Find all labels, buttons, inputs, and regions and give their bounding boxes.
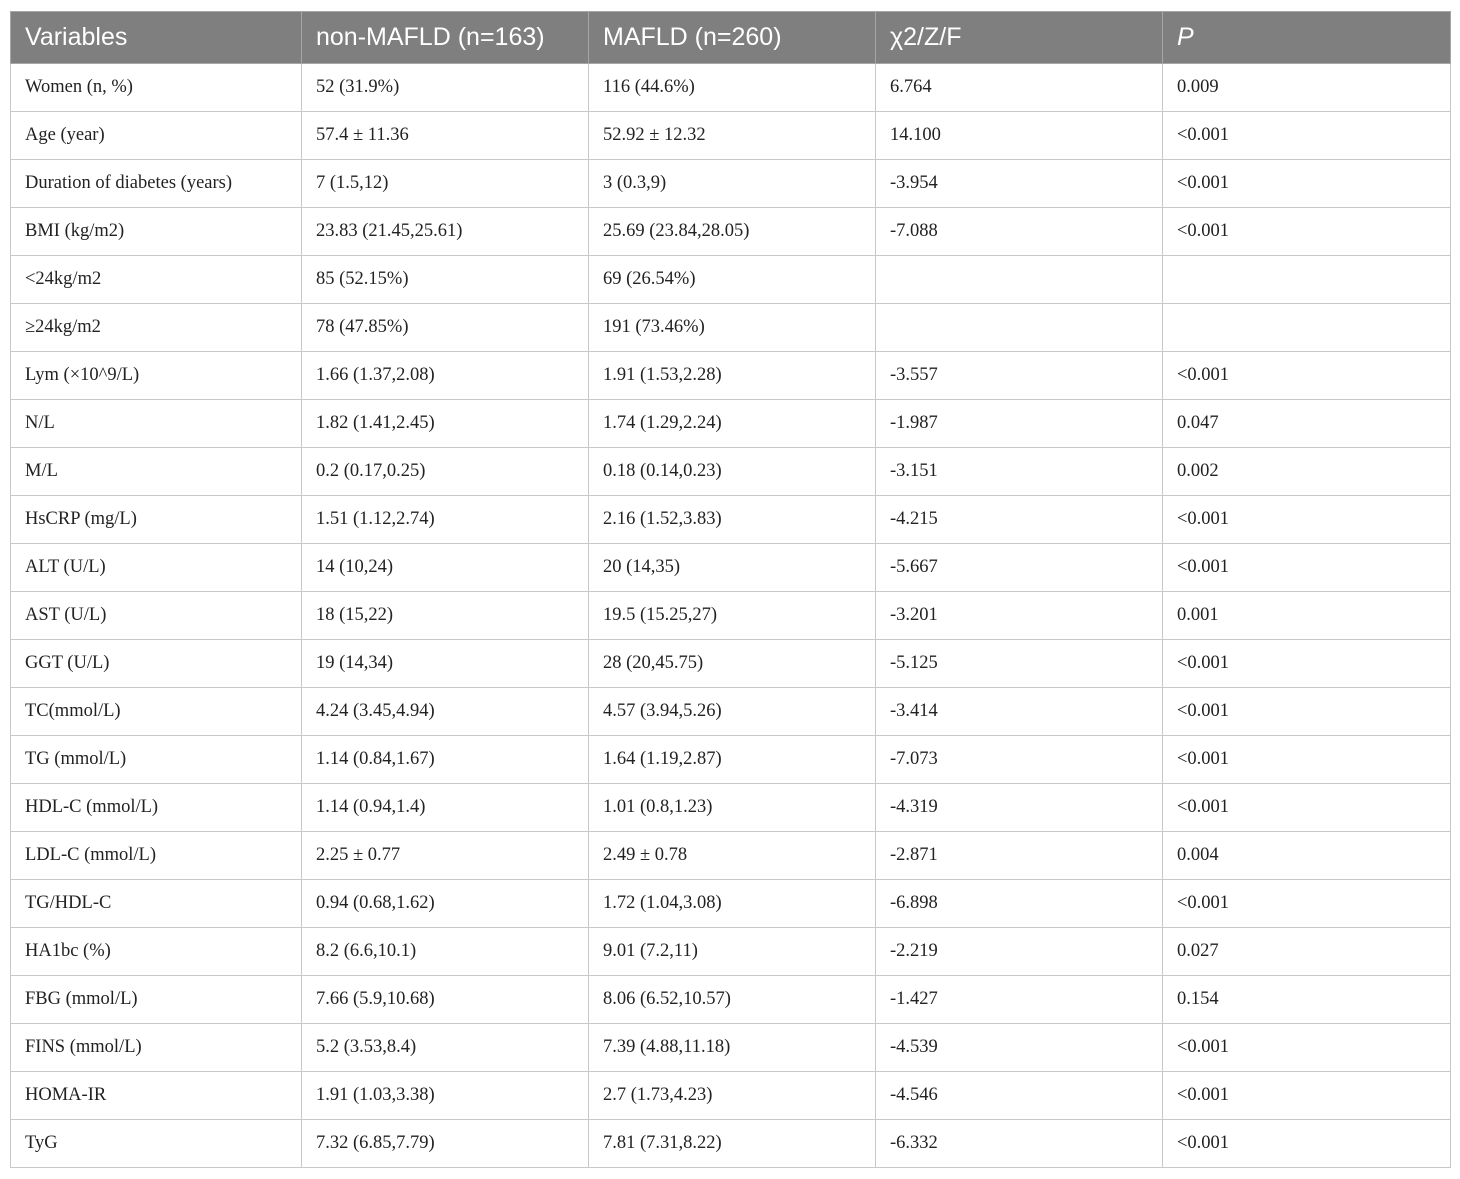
table-row	[11, 688, 1451, 736]
header-p-value: P	[1163, 12, 1451, 64]
cell-statistic: -4.319	[876, 784, 1163, 832]
table-row	[11, 160, 1451, 208]
cell-variable: Women (n, %)	[11, 64, 302, 112]
cell-p-value: <0.001	[1163, 496, 1451, 544]
cell-p-value: 0.027	[1163, 928, 1451, 976]
cell-mafld: 2.49 ± 0.78	[589, 832, 876, 880]
cell-variable: TyG	[11, 1120, 302, 1168]
cell-non-mafld: 85 (52.15%)	[302, 256, 589, 304]
cell-p-value: <0.001	[1163, 880, 1451, 928]
cell-non-mafld: 7.66 (5.9,10.68)	[302, 976, 589, 1024]
cell-non-mafld: 1.14 (0.84,1.67)	[302, 736, 589, 784]
table-header	[11, 12, 1451, 64]
cell-variable: Lym (×10^9/L)	[11, 352, 302, 400]
header-mafld: MAFLD (n=260)	[589, 12, 876, 64]
cell-p-value: 0.001	[1163, 592, 1451, 640]
cell-mafld: 4.57 (3.94,5.26)	[589, 688, 876, 736]
cell-variable: TG (mmol/L)	[11, 736, 302, 784]
data-table-container	[10, 11, 1450, 1168]
cell-statistic	[876, 256, 1163, 304]
cell-non-mafld: 52 (31.9%)	[302, 64, 589, 112]
cell-statistic: -4.546	[876, 1072, 1163, 1120]
cell-mafld: 25.69 (23.84,28.05)	[589, 208, 876, 256]
cell-p-value	[1163, 304, 1451, 352]
cell-mafld: 1.91 (1.53,2.28)	[589, 352, 876, 400]
cell-p-value: <0.001	[1163, 1072, 1451, 1120]
cell-statistic: -3.151	[876, 448, 1163, 496]
cell-non-mafld: 4.24 (3.45,4.94)	[302, 688, 589, 736]
cell-statistic: -5.667	[876, 544, 1163, 592]
cell-p-value: <0.001	[1163, 352, 1451, 400]
table-row	[11, 64, 1451, 112]
cell-non-mafld: 18 (15,22)	[302, 592, 589, 640]
cell-mafld: 1.64 (1.19,2.87)	[589, 736, 876, 784]
cell-p-value: <0.001	[1163, 160, 1451, 208]
cell-statistic	[876, 304, 1163, 352]
table-row	[11, 448, 1451, 496]
cell-p-value	[1163, 256, 1451, 304]
cell-mafld: 69 (26.54%)	[589, 256, 876, 304]
cell-statistic: -3.954	[876, 160, 1163, 208]
cell-statistic: -6.332	[876, 1120, 1163, 1168]
cell-non-mafld: 1.51 (1.12,2.74)	[302, 496, 589, 544]
table-row	[11, 352, 1451, 400]
cell-mafld: 2.16 (1.52,3.83)	[589, 496, 876, 544]
table-row	[11, 976, 1451, 1024]
cell-non-mafld: 57.4 ± 11.36	[302, 112, 589, 160]
cell-mafld: 9.01 (7.2,11)	[589, 928, 876, 976]
cell-variable: ≥24kg/m2	[11, 304, 302, 352]
cell-variable: <24kg/m2	[11, 256, 302, 304]
cell-mafld: 7.81 (7.31,8.22)	[589, 1120, 876, 1168]
cell-statistic: -2.871	[876, 832, 1163, 880]
cell-variable: LDL-C (mmol/L)	[11, 832, 302, 880]
cell-p-value: 0.047	[1163, 400, 1451, 448]
table-row	[11, 640, 1451, 688]
table-row	[11, 880, 1451, 928]
cell-variable: ALT (U/L)	[11, 544, 302, 592]
cell-variable: HOMA-IR	[11, 1072, 302, 1120]
cell-p-value: <0.001	[1163, 640, 1451, 688]
cell-non-mafld: 19 (14,34)	[302, 640, 589, 688]
cell-p-value: 0.004	[1163, 832, 1451, 880]
cell-non-mafld: 7 (1.5,12)	[302, 160, 589, 208]
cell-non-mafld: 23.83 (21.45,25.61)	[302, 208, 589, 256]
cell-statistic: -5.125	[876, 640, 1163, 688]
table-row	[11, 112, 1451, 160]
cell-mafld: 2.7 (1.73,4.23)	[589, 1072, 876, 1120]
header-statistic: χ2/Z/F	[876, 12, 1163, 64]
cell-mafld: 1.72 (1.04,3.08)	[589, 880, 876, 928]
cell-variable: TC(mmol/L)	[11, 688, 302, 736]
cell-mafld: 116 (44.6%)	[589, 64, 876, 112]
table-row	[11, 784, 1451, 832]
cell-non-mafld: 7.32 (6.85,7.79)	[302, 1120, 589, 1168]
table-row	[11, 1072, 1451, 1120]
cell-non-mafld: 0.94 (0.68,1.62)	[302, 880, 589, 928]
cell-variable: Age (year)	[11, 112, 302, 160]
cell-non-mafld: 2.25 ± 0.77	[302, 832, 589, 880]
cell-variable: N/L	[11, 400, 302, 448]
cell-statistic: -7.088	[876, 208, 1163, 256]
cell-statistic: 6.764	[876, 64, 1163, 112]
cell-statistic: -4.215	[876, 496, 1163, 544]
cell-p-value: <0.001	[1163, 1120, 1451, 1168]
cell-non-mafld: 0.2 (0.17,0.25)	[302, 448, 589, 496]
cell-mafld: 3 (0.3,9)	[589, 160, 876, 208]
cell-variable: GGT (U/L)	[11, 640, 302, 688]
cell-statistic: -1.427	[876, 976, 1163, 1024]
cell-statistic: -6.898	[876, 880, 1163, 928]
table-row	[11, 496, 1451, 544]
cell-mafld: 7.39 (4.88,11.18)	[589, 1024, 876, 1072]
cell-statistic: -3.557	[876, 352, 1163, 400]
cell-p-value: <0.001	[1163, 112, 1451, 160]
cell-p-value: <0.001	[1163, 784, 1451, 832]
comparison-table	[10, 11, 1451, 1168]
cell-variable: AST (U/L)	[11, 592, 302, 640]
cell-statistic: -3.414	[876, 688, 1163, 736]
cell-variable: TG/HDL-C	[11, 880, 302, 928]
cell-non-mafld: 1.66 (1.37,2.08)	[302, 352, 589, 400]
cell-mafld: 52.92 ± 12.32	[589, 112, 876, 160]
cell-variable: Duration of diabetes (years)	[11, 160, 302, 208]
table-row	[11, 1120, 1451, 1168]
cell-statistic: -3.201	[876, 592, 1163, 640]
cell-mafld: 8.06 (6.52,10.57)	[589, 976, 876, 1024]
header-non-mafld: non-MAFLD (n=163)	[302, 12, 589, 64]
cell-p-value: <0.001	[1163, 1024, 1451, 1072]
cell-mafld: 19.5 (15.25,27)	[589, 592, 876, 640]
cell-mafld: 28 (20,45.75)	[589, 640, 876, 688]
cell-non-mafld: 1.91 (1.03,3.38)	[302, 1072, 589, 1120]
cell-mafld: 1.01 (0.8,1.23)	[589, 784, 876, 832]
cell-p-value: <0.001	[1163, 736, 1451, 784]
cell-p-value: 0.154	[1163, 976, 1451, 1024]
cell-variable: HA1bc (%)	[11, 928, 302, 976]
cell-variable: FBG (mmol/L)	[11, 976, 302, 1024]
cell-variable: HDL-C (mmol/L)	[11, 784, 302, 832]
cell-non-mafld: 78 (47.85%)	[302, 304, 589, 352]
cell-statistic: -7.073	[876, 736, 1163, 784]
table-row	[11, 592, 1451, 640]
cell-non-mafld: 8.2 (6.6,10.1)	[302, 928, 589, 976]
cell-mafld: 191 (73.46%)	[589, 304, 876, 352]
cell-mafld: 1.74 (1.29,2.24)	[589, 400, 876, 448]
table-row	[11, 256, 1451, 304]
cell-variable: M/L	[11, 448, 302, 496]
cell-non-mafld: 1.82 (1.41,2.45)	[302, 400, 589, 448]
cell-statistic: 14.100	[876, 112, 1163, 160]
table-row	[11, 304, 1451, 352]
table-row	[11, 544, 1451, 592]
table-row	[11, 736, 1451, 784]
cell-variable: HsCRP (mg/L)	[11, 496, 302, 544]
table-row	[11, 832, 1451, 880]
cell-variable: BMI (kg/m2)	[11, 208, 302, 256]
cell-p-value: <0.001	[1163, 208, 1451, 256]
cell-statistic: -4.539	[876, 1024, 1163, 1072]
cell-p-value: <0.001	[1163, 688, 1451, 736]
cell-p-value: 0.002	[1163, 448, 1451, 496]
table-row	[11, 208, 1451, 256]
cell-non-mafld: 14 (10,24)	[302, 544, 589, 592]
table-body	[11, 64, 1451, 1168]
table-row	[11, 400, 1451, 448]
header-variables: Variables	[11, 12, 302, 64]
table-row	[11, 928, 1451, 976]
cell-statistic: -2.219	[876, 928, 1163, 976]
cell-statistic: -1.987	[876, 400, 1163, 448]
header-row	[11, 12, 1451, 64]
cell-variable: FINS (mmol/L)	[11, 1024, 302, 1072]
cell-non-mafld: 1.14 (0.94,1.4)	[302, 784, 589, 832]
cell-mafld: 0.18 (0.14,0.23)	[589, 448, 876, 496]
cell-non-mafld: 5.2 (3.53,8.4)	[302, 1024, 589, 1072]
cell-p-value: 0.009	[1163, 64, 1451, 112]
cell-p-value: <0.001	[1163, 544, 1451, 592]
cell-mafld: 20 (14,35)	[589, 544, 876, 592]
table-row	[11, 1024, 1451, 1072]
